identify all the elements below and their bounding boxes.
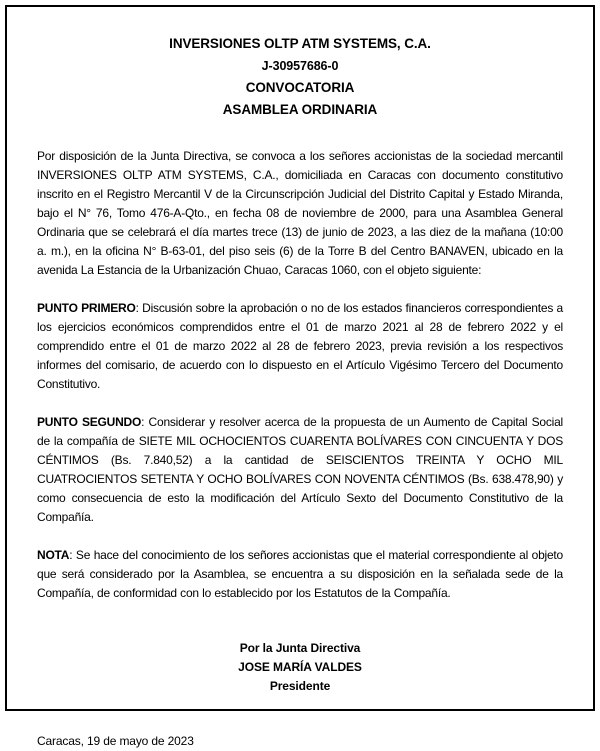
signature-capacity: Por la Junta Directiva [239, 641, 361, 655]
document-header [37, 33, 563, 121]
punto-segundo-paragraph [37, 413, 563, 527]
nota-label: NOTA [37, 548, 70, 562]
intro-text: Por disposición de la Junta Directiva, se convoca a los señores accionistas de la sociedad mercantil INVERSIONES OLTP ATM SYSTEMS, C.A., domiciliada en Caracas con documento constitutivo inscrito en el Registro Mercantil V de la Circunscripción Judicial del Distrito Capital y Estado Miranda, bajo el N° 76, Tomo 476-A-Qto., en fecha 08 de noviembre de 2000, para una Asamblea General Ordinaria que se celebrará el día martes trece (13) de junio de 2023, a las diez de la mañana (10:00 a. m.), en la oficina N° B-63-01, del piso seis (6) de la Torre B del Centro BANAVEN, ubicado en la avenida La Estancia de la Urbanización Chuao, Caracas 1060, con el objeto siguiente: [37, 149, 563, 277]
punto-segundo-text: : Considerar y resolver acerca de la propuesta de un Aumento de Capital Social de la compañía de SIETE MIL OCHOCIENTOS CUARENTA BOLÍVARES CON CINCUENTA Y DOS CÉNTIMOS (Bs. 7.840,52) a la cantidad de SEISCIENTOS TREINTA Y OCHO MIL CUATROCIENTOS SETENTA Y OCHO BOLÍVARES CON NOVENTA CÉNTIMOS (Bs. 638.478,90) y como consecuencia de esto la modificación del Artículo Sexto del Documento Constitutivo de la Compañía. [37, 415, 563, 524]
punto-primero-paragraph [37, 299, 563, 394]
registry-number: J-30957686-0 [261, 59, 339, 73]
punto-primero-label: PUNTO PRIMERO [37, 301, 136, 315]
document-title: CONVOCATORIA [245, 80, 355, 95]
date-place-line: Caracas, 19 de mayo de 2023 [37, 734, 194, 748]
nota-paragraph [37, 546, 563, 603]
signature-title: Presidente [269, 679, 331, 693]
document-subtitle: ASAMBLEA ORDINARIA [222, 102, 378, 117]
intro-paragraph [37, 147, 563, 280]
punto-primero-text: : Discusión sobre la aprobación o no de los estados financieros correspondientes a los ejercicios económicos comprendidos entre el 01 de marzo 2021 al 28 de febrero 2022 y el comprendido entre el 01 de marzo 2022 al 28 de febrero 2023, previa revisión a los respectivos informes del comisario, de acuerdo con lo dispuesto en el Artículo Vigésimo Tercero del Documento Constitutivo. [37, 301, 563, 391]
signature-block [37, 639, 563, 696]
company-name: INVERSIONES OLTP ATM SYSTEMS, C.A. [169, 36, 431, 51]
signature-name: JOSE MARÍA VALDES [238, 660, 362, 674]
punto-segundo-label: PUNTO SEGUNDO [37, 415, 142, 429]
nota-text: : Se hace del conocimiento de los señores accionistas que el material correspondiente al objeto que será considerado por la Asamblea, se encuentra a su disposición en la señalada sede de la Compañía, de conformidad con lo establecido por los Estatutos de la Compañía. [37, 548, 563, 600]
document-page [5, 5, 595, 748]
